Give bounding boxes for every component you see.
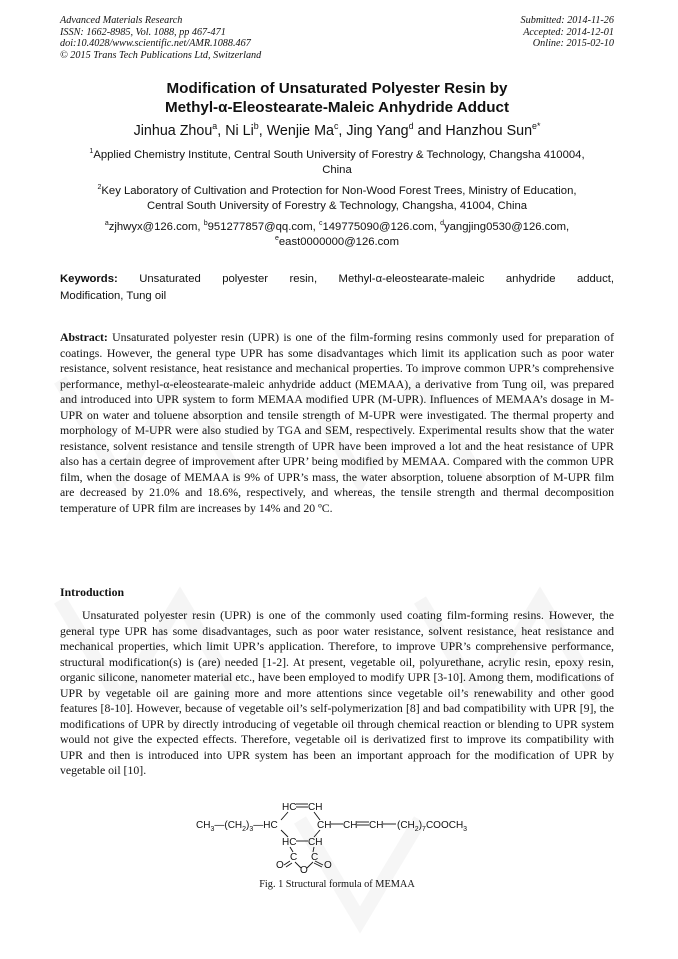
author-sep: and [413, 123, 446, 139]
author-name: Ni Li [225, 123, 254, 139]
title-line-2: Methyl-α-Eleostearate-Maleic Anhydride Adduct [164, 98, 510, 116]
title-line-1: Modification of Unsaturated Polyester Resin by [166, 80, 508, 97]
atom-label: CH [317, 820, 332, 831]
atom-label: CH [308, 802, 323, 813]
keywords-text: Modification, Tung oil [60, 290, 167, 302]
abstract-label: Abstract: [60, 330, 108, 344]
author-sup: a [212, 121, 218, 132]
author-sup: b [253, 121, 259, 132]
copyright-line: © 2015 Trans Tech Publications Ltd, Switzerland [60, 49, 262, 61]
affiliation-line: Central South University of Forestry & Technology, Changsha, 41004, China [146, 200, 528, 212]
affiliation-line: Applied Chemistry Institute, Central South University of Forestry & Technology, Changsha 410004, [93, 149, 585, 161]
email-link[interactable]: 951277857@qq.com, [207, 221, 316, 233]
affiliation-2 [60, 184, 614, 214]
author-list [60, 122, 614, 140]
affiliation-line: Key Laboratory of Cultivation and Protection for Non-Wood Forest Trees, Ministry of Education, [101, 185, 577, 197]
email-link[interactable]: zjhwyx@126.com, [108, 221, 201, 233]
author-emails: $^a$zjhwyx@126.com, $^b$951277857@qq.com, $^c$149775090@126.com, $^d$yangjing0530@126.com, $^e$east0000000@126.com [104, 220, 570, 248]
abstract-block [60, 330, 614, 516]
doi-line: doi:10.4028/www.scientific.net/AMR.1088.467 [60, 38, 251, 49]
dates-header [521, 15, 614, 50]
affiliation-1 [60, 148, 614, 178]
atom-label: C [290, 852, 298, 863]
atom-label: CH [308, 837, 323, 848]
author-name: Hanzhou Sun [445, 123, 533, 139]
affiliation-sup: 1 [89, 148, 94, 156]
structural-formula-figure [190, 798, 490, 878]
author-sep: , [258, 123, 267, 139]
atom-label: HC [282, 802, 297, 813]
chain-label-left: $CH_3—(CH_2)_3—HC$ [196, 820, 278, 833]
section-heading: Introduction [60, 585, 125, 599]
author-name: Jinhua Zhou [133, 123, 213, 139]
journal-header [60, 15, 261, 61]
atom-label: C [311, 852, 319, 863]
atom-label: CH [369, 820, 384, 831]
atom-label: O [276, 860, 284, 871]
atom-label: O [300, 865, 308, 876]
author-name: Jing Yang [346, 123, 409, 139]
figure-caption: Fig. 1 Structural formula of MEMAA [259, 879, 415, 890]
keywords-block [60, 271, 614, 305]
keywords-text: Unsaturated polyester resin, Methyl-α-eleostearate-maleic anhydride adduct, [139, 273, 614, 285]
atom-label: CH [343, 820, 358, 831]
accepted-date: Accepted: 2014-12-01 [523, 26, 614, 38]
email-link[interactable]: east0000000@126.com [278, 236, 400, 248]
atom-label: O [324, 860, 332, 871]
affiliation-line: China [322, 164, 352, 176]
email-link[interactable]: yangjing0530@126.com, [444, 221, 570, 233]
introduction-text: Unsaturated polyester resin (UPR) is one of the commonly used coating film-forming resins. However, the general type UPR has some disadvantages, such as poor water resistance, solvent resistance, heat resistance and mechanical properties, which limit UPR’s application. Therefore, to improve UPR’s comprehensive performance, structural modification(s) is (are) needed [1-2]. At present, vegetable oil, polyurethane, acrylic resin, epoxy resin, organic silicone, nanometer material etc., have been employed to modify UPR [3-10]. Among them, modifications of UPR by vegetable oil are gaining more and more attentions since vegetable oil’s renewability and other good features [8-10]. However, because of vegetable oil’s self-polymerization [8] and bad compatibility with UPR [9], the modifications of UPR by directly introducing of vegetable oil through chemical reaction or blending to UPR system would not give the expected effects. Therefore, vegetable oil is derivatized first to improve its compatibility with UPR and then is introduced into UPR system has been an important approach for the modification of UPR by vegetable oil [10]. [60, 608, 614, 777]
affiliation-sup: 2 [97, 184, 102, 192]
paper-title [60, 80, 614, 117]
author-sep: , [217, 123, 226, 139]
issn-line: ISSN: 1662-8985, Vol. 1088, pp 467-471 [60, 26, 226, 38]
chain-label-right: $(CH_2)_7COOCH_3$ [397, 820, 468, 833]
author-sup: d [408, 121, 414, 132]
atom-label: HC [282, 837, 297, 848]
keywords-label: Keywords: [60, 273, 118, 285]
author-name: Wenjie Ma [266, 123, 334, 139]
author-sep: , [338, 123, 347, 139]
author-sup: e* [532, 121, 541, 132]
author-sup: c [333, 121, 339, 132]
submitted-date: Submitted: 2014-11-26 [520, 15, 614, 26]
abstract-text: Unsaturated polyester resin (UPR) is one of the film-forming resins commonly used for preparation of coatings. However, the general type UPR has some disadvantages which limit its application such as poor water resistance, solvent resistance, heat resistance and mechanical properties. To improve common UPR’s comprehensive performance, methyl-α-eleostearate-maleic anhydride adduct (MEMAA), a derivative from Tung oil, was prepared and introduced into UPR system to form MEMAA modified UPR (M-UPR). Influences of MEMAA’s dosage in M-UPR on water and toluene absorption and tensile strength of M-UPR were investigated. The thermal property and morphology of M-UPR were also studied by TGA and SEM, respectively. Experimental results show that the water resistance, solvent resistance and tensile strength of UPR have been improved a lot and the heat resistance of UPR also has a certain degree of improvement after UPR’ being modified by MEMAA. Compared with the common UPR film, when the dosage of MEMAA is 9% of UPR’s mass, the water absorption, toluene absorption of M-UPR film are decreased by 21.0% and 18.6%, respectively, and whereas, the tensile strength and thermal decomposition temperature of UPR film are increases by 14% and 20 ºC. [60, 330, 614, 515]
journal-name: Advanced Materials Research [60, 15, 183, 26]
bond-lines [281, 804, 396, 868]
memaa-structure-diagram [190, 798, 490, 878]
online-date: Online: 2015-02-10 [532, 38, 614, 49]
email-link[interactable]: 149775090@126.com, [322, 221, 437, 233]
